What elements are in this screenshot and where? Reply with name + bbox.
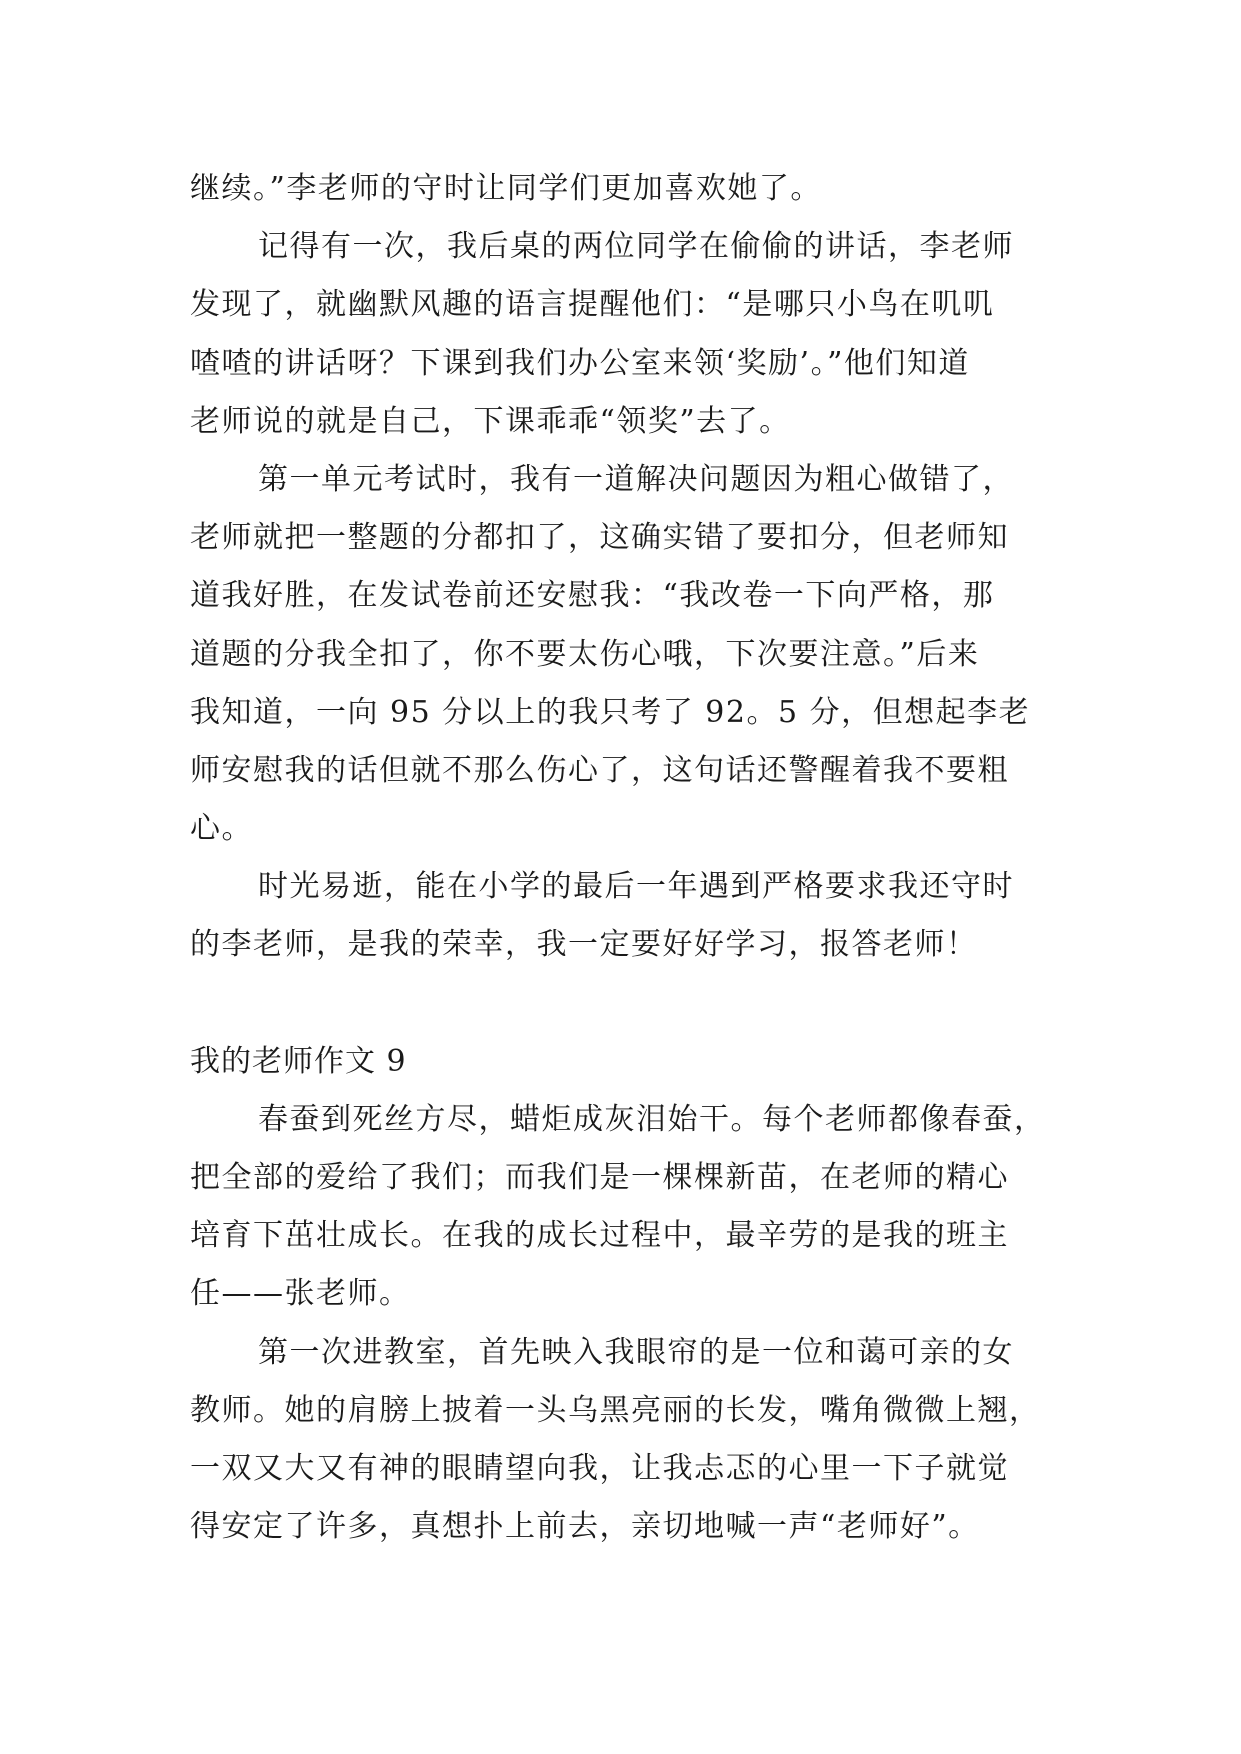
text-line: 得安定了许多，真想扑上前去，亲切地喊一声“老师好”。 <box>190 1509 980 1545</box>
text-line: 老师说的就是自己，下课乖乖“领奖”去了。 <box>190 403 791 439</box>
paragraph-continuation <box>190 160 1056 218</box>
section-gap <box>190 975 1056 1033</box>
text-line: 记得有一次，我后桌的两位同学在偷偷的讲话，李老师 <box>258 229 1014 265</box>
text-line: 教师。她的肩膀上披着一头乌黑亮丽的长发，嘴角微微上翘， <box>190 1392 1041 1428</box>
text-line: 一双又大又有神的眼睛望向我，让我忐忑的心里一下子就觉 <box>190 1450 1009 1486</box>
text-line: 春蚕到死丝方尽，蜡炬成灰泪始干。每个老师都像春蚕， <box>258 1101 1046 1137</box>
paragraph-silkworm <box>190 1091 1056 1324</box>
text-line: 第一单元考试时，我有一道解决问题因为粗心做错了， <box>258 461 1014 497</box>
text-line: 心。 <box>190 811 253 847</box>
paragraph-exam <box>190 451 1056 858</box>
text-line: 道题的分我全扣了，你不要太伤心哦，下次要注意。”后来 <box>190 636 980 672</box>
text-line: 道我好胜，在发试卷前还安慰我：“我改卷一下向严格，那 <box>190 578 995 614</box>
text-line: 喳喳的讲话呀？下课到我们办公室来领‘奖励’。”他们知道 <box>190 345 970 381</box>
paragraph-first-day <box>190 1324 1056 1557</box>
text-line: 时光易逝，能在小学的最后一年遇到严格要求我还守时 <box>258 869 1014 905</box>
text-line: 老师就把一整题的分都扣了，这确实错了要扣分，但老师知 <box>190 520 1009 556</box>
text-line: 我知道，一向 95 分以上的我只考了 92。5 分，但想起李老 <box>190 694 1031 730</box>
paragraph-closing <box>190 858 1056 974</box>
text-line: 培育下茁壮成长。在我的成长过程中，最辛劳的是我的班主 <box>190 1218 1009 1254</box>
document-body <box>190 160 1056 1556</box>
text-line: 第一次进教室，首先映入我眼帘的是一位和蔼可亲的女 <box>258 1334 1014 1370</box>
text-line: 把全部的爱给了我们；而我们是一棵棵新苗，在老师的精心 <box>190 1160 1009 1195</box>
essay-heading: 我的老师作文 9 <box>190 1043 407 1079</box>
text-line: 的李老师，是我的荣幸，我一定要好好学习，报答老师！ <box>190 927 978 963</box>
text-line: 发现了，就幽默风趣的语言提醒他们：“是哪只小鸟在叽叽 <box>190 287 995 323</box>
paragraph-back-desk <box>190 218 1056 451</box>
text-line: 师安慰我的话但就不那么伤心了，这句话还警醒着我不要粗 <box>190 752 1009 788</box>
text-line: 任——张老师。 <box>190 1276 411 1312</box>
text-line: 继续。”李老师的守时让同学们更加喜欢她了。 <box>190 171 822 206</box>
